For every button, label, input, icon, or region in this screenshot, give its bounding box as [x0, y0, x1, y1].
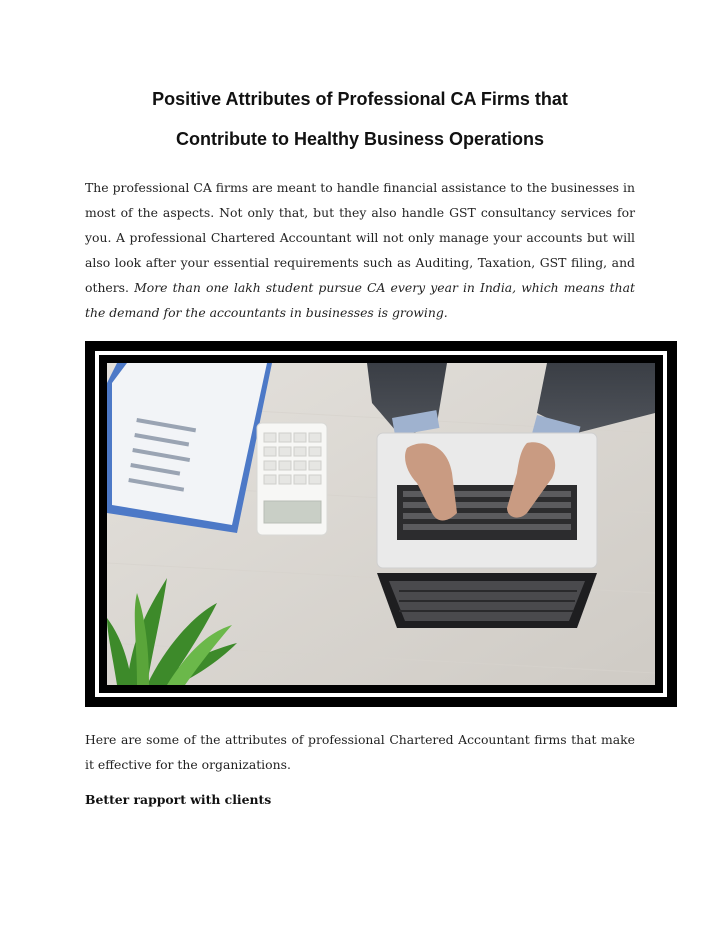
title-line-2: Contribute to Healthy Business Operations: [175, 129, 545, 149]
intro-text: The professional CA firms are meant to handle financial assistance to the businesses in most of the aspects. Not only that, but they also handle GST consultancy services for you. A professional Chartered Accountant will not only manage your accounts but will also look after your essential requirements such as Auditing, Taxation, GST filing, and others.: [85, 180, 635, 295]
calculator: [257, 423, 327, 535]
attributes-intro-paragraph: Here are some of the attributes of professional Chartered Accountant firms that make it effective for the organizations.: [85, 732, 635, 772]
intro-paragraph: [85, 175, 635, 325]
title-line-1: Positive Attributes of Professional CA Firms that: [152, 89, 568, 109]
intro-italic-text: More than one lakh student pursue CA every year in India, which means that the demand for the accountants in businesses is growing.: [85, 280, 635, 320]
section-heading: Better rapport with clients: [85, 792, 272, 807]
photo-frame: [85, 341, 677, 707]
office-desk-photo: [107, 363, 655, 685]
